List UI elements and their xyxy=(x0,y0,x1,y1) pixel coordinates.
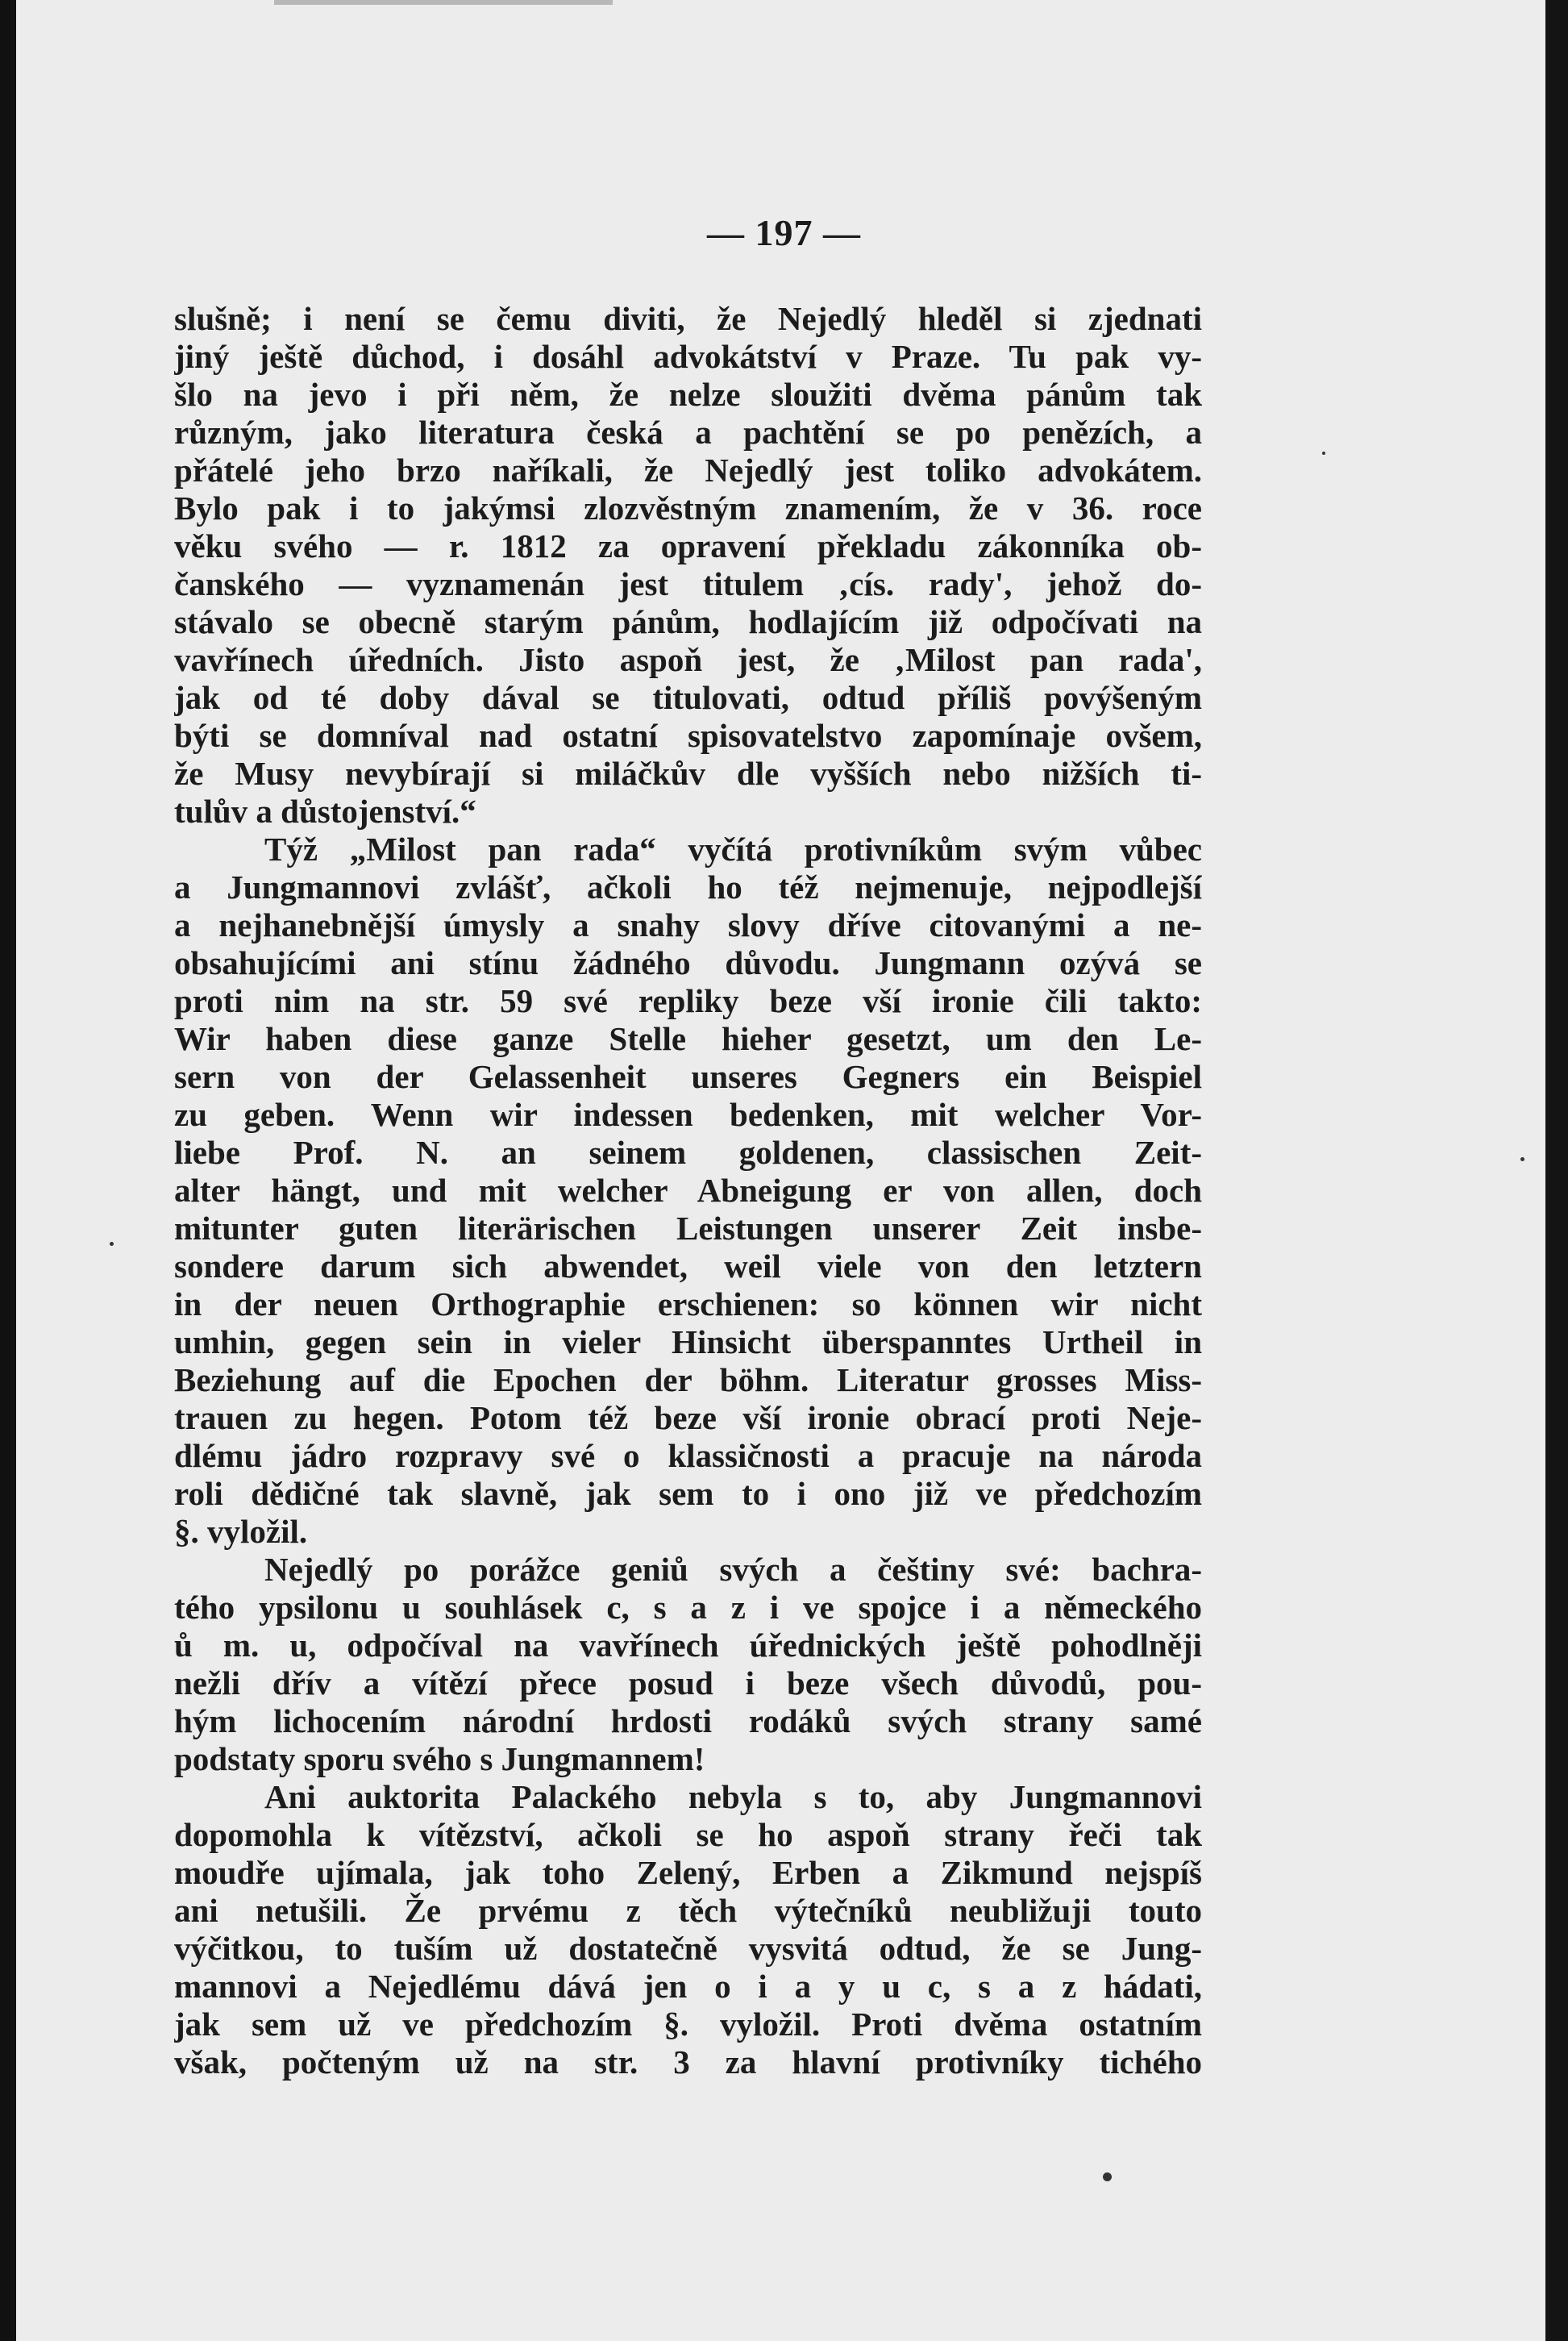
text-line: nežli dřív a vítězí přece posud i beze všech důvodů, pou- xyxy=(174,1664,1202,1702)
text-line: Beziehung auf die Epochen der böhm. Literatur grosses Miss- xyxy=(174,1361,1202,1398)
text-line: jiný ještě důchod, i dosáhl advokátství v Praze. Tu pak vy- xyxy=(174,338,1202,375)
text-line: výčitkou, to tuším už dostatečně vysvitá odtud, že se Jung- xyxy=(174,1930,1202,1967)
text-line: dopomohla k vítězství, ačkoli se ho aspoň strany řeči tak xyxy=(174,1816,1202,1853)
text-line: sondere darum sich abwendet, weil viele von den letztern xyxy=(174,1248,1202,1285)
text-line: sern von der Gelassenheit unseres Gegners ein Beispiel xyxy=(174,1058,1202,1095)
text-line: hým lichocením národní hrdosti rodáků svých strany samé xyxy=(174,1702,1202,1739)
text-line: Wir haben diese ganze Stelle hieher gesetzt, um den Le- xyxy=(174,1020,1202,1057)
text-line: §. vyložil. xyxy=(174,1513,308,1550)
top-scan-shadow xyxy=(274,0,613,5)
text-line: mitunter guten literärischen Leistungen unserer Zeit insbe- xyxy=(174,1210,1202,1247)
text-line: však, počteným už na str. 3 za hlavní protivníky tichého xyxy=(174,2043,1202,2081)
scan-speck xyxy=(1520,1157,1524,1161)
text-line: čanského — vyznamenán jest titulem ‚cís. rady', jehož do- xyxy=(174,565,1202,602)
text-line: mannovi a Nejedlému dává jen o i a y u c, s a z hádati, xyxy=(174,1968,1202,2005)
text-line: slušně; i není se čemu diviti, že Nejedlý hleděl si zjednati xyxy=(174,300,1202,337)
left-scan-border xyxy=(0,0,16,2341)
text-line: tého ypsilonu u souhlásek c, s a z i ve spojce i a německého xyxy=(174,1589,1202,1626)
text-line: Bylo pak i to jakýmsi zlozvěstným znamením, že v 36. roce xyxy=(174,489,1202,527)
text-line: roli dědičné tak slavně, jak sem to i ono již ve předchozím xyxy=(174,1475,1202,1512)
text-line: dlému jádro rozpravy své o klassičnosti a pracuje na národa xyxy=(174,1437,1202,1474)
scan-speck xyxy=(1322,452,1325,455)
text-line: stávalo se obecně starým pánům, hodlajícím již odpočívati na xyxy=(174,603,1202,640)
text-line: obsahujícími ani stínu žádného důvodu. Jungmann ozývá se xyxy=(174,944,1202,981)
text-line: jak od té doby dával se titulovati, odtud příliš povýšeným xyxy=(174,679,1202,716)
page-number: — 197 — xyxy=(707,212,861,253)
text-line: různým, jako literatura česká a pachtění se po penězích, a xyxy=(174,414,1202,451)
text-line: tulův a důstojenství.“ xyxy=(174,793,476,830)
text-line: a nejhanebnější úmysly a snahy slovy dříve citovanými a ne- xyxy=(174,906,1202,943)
scan-speck xyxy=(1103,2172,1112,2181)
text-line: přátelé jeho brzo naříkali, že Nejedlý jest toliko advokátem. xyxy=(174,452,1202,489)
text-line: zu geben. Wenn wir indessen bedenken, mit welcher Vor- xyxy=(174,1096,1202,1133)
text-line: alter hängt, und mit welcher Abneigung er von allen, doch xyxy=(174,1172,1202,1209)
right-scan-border xyxy=(1545,0,1568,2341)
paragraph-start-line: Týž „Milost pan rada“ vyčítá protivníkům svým vůbec xyxy=(264,831,1202,868)
text-line: jak sem už ve předchozím §. vyložil. Proti dvěma ostatním xyxy=(174,2006,1202,2043)
paragraph-start-line: Nejedlý po porážce geniů svých a češtiny své: bachra- xyxy=(264,1551,1202,1588)
text-line: vavřínech úředních. Jisto aspoň jest, že ‚Milost pan rada', xyxy=(174,641,1202,678)
text-line: a Jungmannovi zvlášť, ačkoli ho též nejmenuje, nejpodlejší xyxy=(174,869,1202,906)
text-line: moudře ujímala, jak toho Zelený, Erben a Zikmund nejspíš xyxy=(174,1854,1202,1891)
text-line: liebe Prof. N. an seinem goldenen, classischen Zeit- xyxy=(174,1134,1202,1171)
text-line: ů m. u, odpočíval na vavřínech úřednických ještě pohodlněji xyxy=(174,1627,1202,1664)
text-line: podstaty sporu svého s Jungmannem! xyxy=(174,1740,705,1777)
text-line: umhin, gegen sein in vieler Hinsicht überspanntes Urtheil in xyxy=(174,1323,1202,1360)
text-line: býti se domníval nad ostatní spisovatelstvo zapomínaje ovšem, xyxy=(174,717,1202,754)
text-line: věku svého — r. 1812 za opravení překladu zákonníka ob- xyxy=(174,527,1202,564)
text-line: šlo na jevo i při něm, že nelze sloužiti dvěma pánům tak xyxy=(174,376,1202,413)
body-text xyxy=(174,300,1202,2081)
text-line: ani netušili. Že prvému z těch výtečníků neubližuji touto xyxy=(174,1892,1202,1929)
text-line: proti nim na str. 59 své repliky beze vší ironie čili takto: xyxy=(174,982,1202,1019)
text-line: trauen zu hegen. Potom též beze vší ironie obrací proti Neje- xyxy=(174,1399,1202,1436)
paragraph-start-line: Ani auktorita Palackého nebyla s to, aby Jungmannovi xyxy=(264,1778,1202,1815)
text-line: in der neuen Orthographie erschienen: so können wir nicht xyxy=(174,1285,1202,1323)
text-line: že Musy nevybírají si miláčkův dle vyšších nebo nižších ti- xyxy=(174,755,1202,792)
scan-speck xyxy=(110,1242,114,1246)
